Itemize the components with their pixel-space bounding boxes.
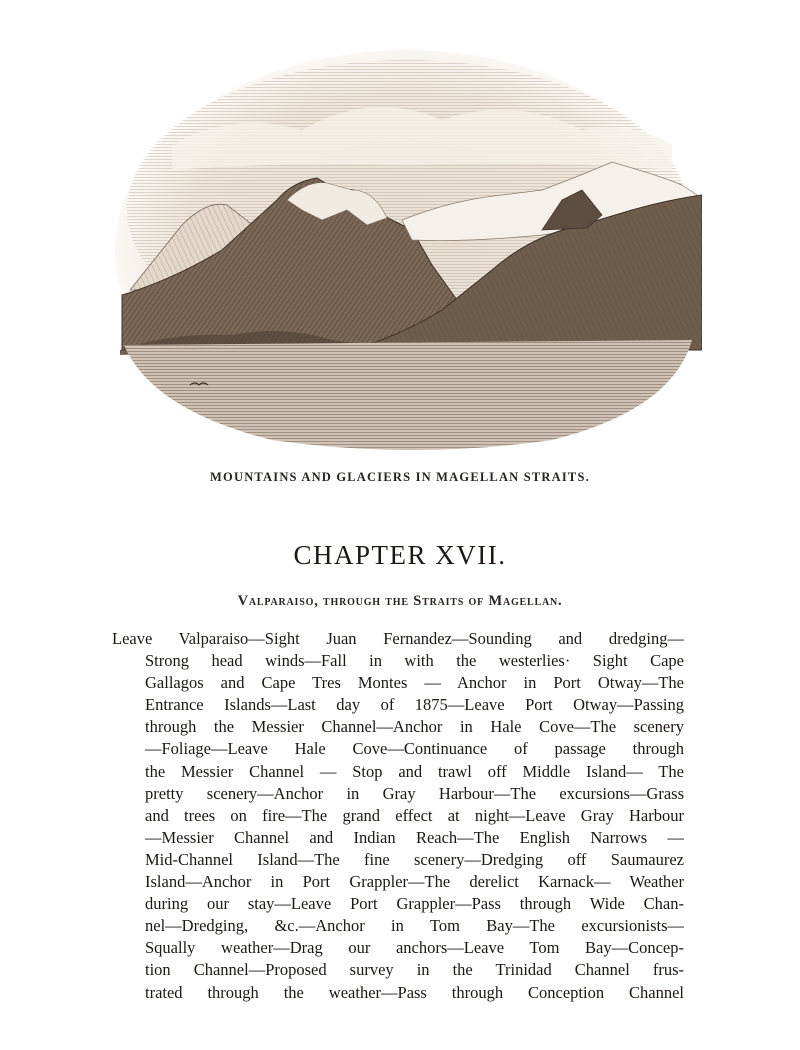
summary-line: trated through the weather—Pass through Conception Channel <box>145 982 684 1002</box>
summary-line: Strong head winds—Fall in with the westerlies· Sight Cape <box>145 651 684 671</box>
chapter-summary <box>112 628 684 1004</box>
engraving-plate <box>112 50 702 455</box>
summary-line: Squally weather—Drag our anchors—Leave Tom Bay—Concep- <box>145 938 684 958</box>
summary-line: pretty scenery—Anchor in Gray Harbour—The excursions—Grass <box>145 783 684 803</box>
summary-line: Entrance Islands—Last day of 1875—Leave Port Otway—Passing <box>145 695 684 715</box>
summary-line: —Foliage—Leave Hale Cove—Continuance of passage through <box>145 739 684 759</box>
summary-line: Mid-Channel Island—The fine scenery—Dredging off Saumaurez <box>145 849 684 869</box>
summary-line: and trees on fire—The grand effect at night—Leave Gray Harbour <box>145 805 684 825</box>
plate-caption: MOUNTAINS AND GLACIERS IN MAGELLAN STRAITS. <box>210 470 590 484</box>
summary-line: —Messier Channel and Indian Reach—The English Narrows — <box>145 827 684 847</box>
summary-line: Island—Anchor in Port Grappler—The derelict Karnack— Weather <box>145 872 684 892</box>
summary-line: Gallagos and Cape Tres Montes — Anchor in Port Otway—The <box>145 673 684 693</box>
summary-line: Leave Valparaiso—Sight Juan Fernandez—Sounding and dredging— <box>112 629 684 648</box>
summary-line: nel—Dredging, &c.—Anchor in Tom Bay—The excursionists— <box>145 916 684 936</box>
summary-line: the Messier Channel — Stop and trawl off Middle Island— The <box>145 761 684 781</box>
mountain-engraving-illustration <box>112 50 702 455</box>
chapter-subtitle: Valparaiso, through the Straits of Magellan. <box>237 593 563 609</box>
summary-line: tion Channel—Proposed survey in the Trinidad Channel frus- <box>145 960 684 980</box>
summary-line: during our stay—Leave Port Grappler—Pass through Wide Chan- <box>145 894 684 914</box>
summary-line: through the Messier Channel—Anchor in Hale Cove—The scenery <box>145 717 684 737</box>
chapter-title: CHAPTER XVII. <box>293 540 507 570</box>
